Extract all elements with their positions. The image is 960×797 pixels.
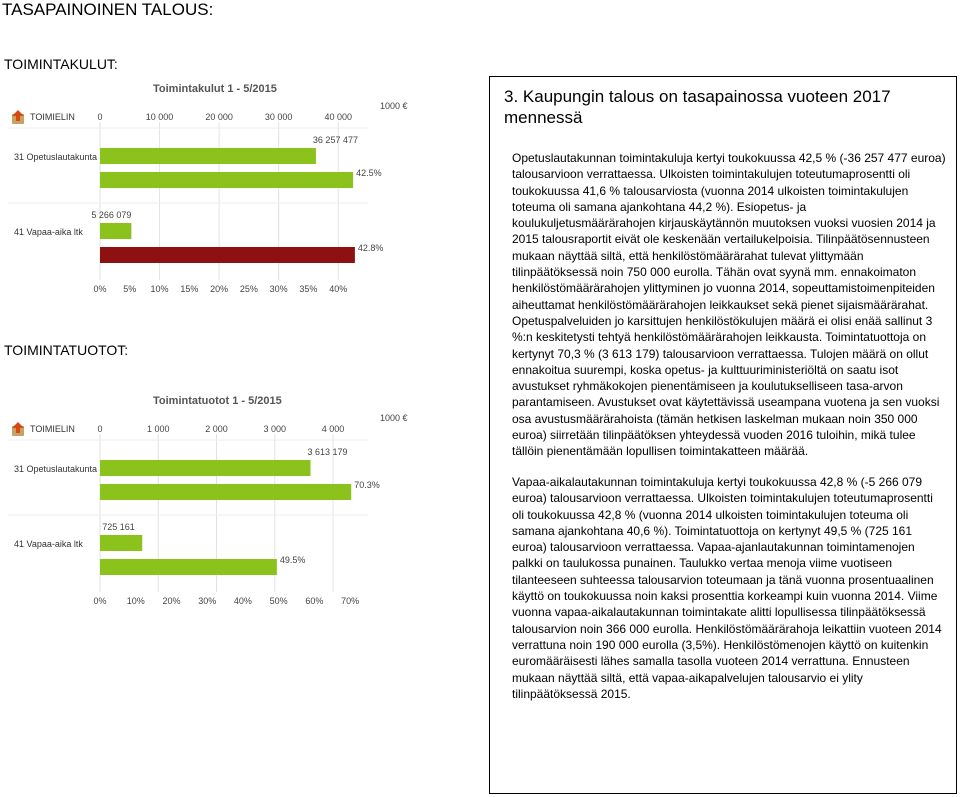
amount-tick-label: 0 bbox=[97, 424, 103, 434]
category-label: 41 Vapaa-aika ltk bbox=[14, 227, 83, 237]
costs-chart bbox=[8, 78, 408, 298]
percent-tick-label: 15% bbox=[180, 284, 199, 294]
percent-data-label: 70.3% bbox=[354, 480, 380, 490]
amount-tick-label: 10 000 bbox=[145, 112, 174, 122]
root-label: TOIMIELIN bbox=[30, 424, 75, 434]
amount-tick-label: 3 000 bbox=[263, 424, 287, 434]
category-label: 31 Opetuslautakunta bbox=[14, 152, 98, 162]
percent-tick-label: 40% bbox=[233, 596, 252, 606]
percent-tick-label: 25% bbox=[239, 284, 258, 294]
amount-tick-label: 20 000 bbox=[205, 112, 233, 122]
amount-data-label: 5 266 079 bbox=[91, 210, 132, 220]
revenue-chart-svg bbox=[8, 390, 408, 610]
percent-tick-label: 40% bbox=[329, 284, 348, 294]
amount-bar bbox=[100, 148, 316, 164]
amount-bar bbox=[100, 223, 131, 239]
amount-tick-label: 1 000 bbox=[146, 424, 170, 434]
costs-chart-svg bbox=[8, 78, 408, 298]
percent-tick-label: 0% bbox=[93, 284, 107, 294]
percent-tick-label: 20% bbox=[162, 596, 181, 606]
up-arrow-icon bbox=[12, 422, 24, 436]
amount-tick-label: 0 bbox=[97, 112, 103, 122]
category-label: 31 Opetuslautakunta bbox=[14, 464, 98, 474]
percent-tick-label: 35% bbox=[299, 284, 318, 294]
text-box bbox=[489, 76, 957, 794]
percent-tick-label: 10% bbox=[126, 596, 145, 606]
revenue-section-label: TOIMINTATUOTOT: bbox=[4, 342, 129, 358]
amount-data-label: 3 613 179 bbox=[307, 447, 348, 457]
amount-bar bbox=[100, 535, 142, 551]
percent-tick-label: 30% bbox=[198, 596, 217, 606]
category-label: 41 Vapaa-aika ltk bbox=[14, 539, 83, 549]
percent-bar bbox=[100, 247, 355, 263]
chart-title: Toimintatuotot 1 - 5/2015 bbox=[153, 395, 282, 407]
amount-bar bbox=[100, 460, 311, 476]
amount-tick-label: 40 000 bbox=[324, 112, 352, 122]
amount-data-label: 36 257 477 bbox=[312, 135, 358, 145]
amount-tick-label: 30 000 bbox=[264, 112, 293, 122]
percent-data-label: 42.5% bbox=[356, 168, 382, 178]
percent-tick-label: 50% bbox=[269, 596, 288, 606]
amount-tick-label: 2 000 bbox=[205, 424, 228, 434]
text-box-heading: 3. Kaupungin talous on tasapainossa vuoteen 2017 mennessä bbox=[504, 87, 891, 127]
revenue-chart bbox=[8, 390, 408, 610]
percent-bar bbox=[100, 484, 351, 500]
unit-label: 1000 € bbox=[380, 413, 408, 423]
costs-section-label: TOIMINTAKULUT: bbox=[4, 56, 118, 72]
percent-tick-label: 30% bbox=[269, 284, 288, 294]
percent-tick-label: 10% bbox=[150, 284, 169, 294]
percent-tick-label: 5% bbox=[123, 284, 137, 294]
root-label: TOIMIELIN bbox=[30, 112, 75, 122]
unit-label: 1000 € bbox=[380, 101, 408, 111]
percent-data-label: 42.8% bbox=[357, 243, 384, 253]
percent-data-label: 49.5% bbox=[279, 555, 306, 565]
education-board-paragraph: Opetuslautakunnan toimintakuluja kertyi toukokuussa 42,5 % (-36 257 477 euroa) talousarvioon verrattaessa. Ulkoisten toimintakulujen toteutumaprosentti oli toukokuussa 41,6 % talousarviosta (vuonna 2014 ulkoisten toimintakulujen toteuma oli samana ajankohtana 44,2 %). Esiopetus- ja koulukuljetusmäärärahojen kirjauskäytännön muutoksen vuoksi vuosien 2014 ja 2015 talousraportit eivät ole keskenään vertailukelpoisia. Tilinpäätösennusteen mukaan näyttää siltä, että henkilöstömäärärahat tulevat ylittymään tilinpäätöksessä noin 750 000 eurolla. Tähän ovat syynä mm. ennakoimaton henkilöstömäärärahojen ylittyminen jo vuonna 2014, sopeuttamistoimenpiteiden aiheuttamat henkilöstömäärärahojen leikkaukset sekä pienet sijaismäärärahat. Opetuspalveluiden jo karsittujen henkilöstökulujen määrä ei olisi enää sallinut 3 %:n keskitetysti tehtyä henkilöstömäärärahojen leikkausta. Toimintatuottoja on kertynyt 70,3 % (3 613 179) talousarvioon verrattaessa. Tulojen määrä on ollut ennakoitua suurempi, koska opetus- ja kulttuuriministeriöltä on saatu isot avustukset ryhmäkokojen pienentämiseen ja koulutukselliseen tasa-arvon parantamiseen. Avustukset ovat käytettävissä useampana vuotena ja sen vuoksi osa avustusmäärärahoista (tämän hetkisen laskelman mukaan noin 350 000 euroa) siirretään tilinpäätöksen yhteydessä vuoden 2016 tuloihin, mikä tulee tällöin pienentämään lopullisen toimintakatteen määrää. bbox=[512, 151, 946, 459]
percent-tick-label: 0% bbox=[93, 596, 107, 606]
amount-data-label: 725 161 bbox=[102, 522, 135, 532]
percent-tick-label: 20% bbox=[210, 284, 229, 294]
percent-bar bbox=[100, 559, 277, 575]
leisure-board-paragraph: Vapaa-aikalautakunnan toimintakuluja kertyi toukokuussa 42,8 % (-5 266 079 euroa) talousarvioon verrattaessa. Ulkoisten toimintakulujen toteutumaprosentti oli toukokuussa 42,8 % (vuonna 2014 ulkoisten toimintakulujen toteuma oli samana ajankohtana 40,6 %). Toimintatuottoja on kertynyt 49,5 % (725 161 euroa) talousarvioon verrattaessa. Vapaa-ajanlautakunnan toimintamenojen palkki on taulukossa punainen. Taulukko vertaa menoja viime vuotiseen tilanteeseen suhteessa talousarvion toteumaan ja tänä vuonna prosentuaalinen käyttö on toukokuussa noin kaksi prosenttia korkeampi kuin vuonna 2014. Viime vuonna vapaa-aikalautakunnan toimintakate alitti lopullisessa tilinpäätöksessä talousarvion noin 366 000 eurolla. Henkilöstömäärärahoja leikattiin vuoteen 2014 verrattuna noin 190 000 eurolla (3,5%). Henkilöstömenojen käyttö on kuitenkin euromääräisesti lähes samalla tasolla vuoteen 2014 verrattuna. Ennusteen mukaan näyttää siltä, että vapaa-aikapalvelujen talousarvio ei ylity tilinpäätöksessä 2015. bbox=[512, 475, 942, 701]
percent-bar bbox=[100, 172, 353, 188]
percent-tick-label: 60% bbox=[305, 596, 324, 606]
up-arrow-icon bbox=[12, 110, 24, 124]
chart-title: Toimintakulut 1 - 5/2015 bbox=[153, 83, 277, 95]
percent-tick-label: 70% bbox=[341, 596, 360, 606]
page-heading: TASAPAINOINEN TALOUS: bbox=[2, 0, 214, 19]
amount-tick-label: 4 000 bbox=[321, 424, 345, 434]
